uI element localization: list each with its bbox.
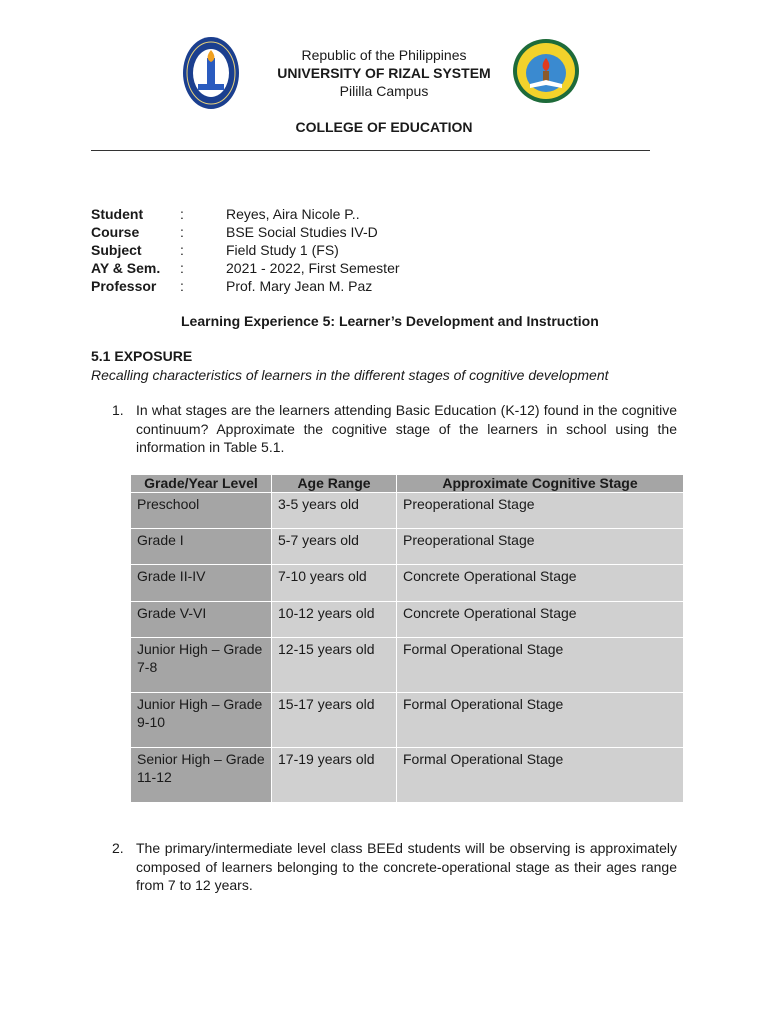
info-colon: : [180,260,184,276]
question-text: In what stages are the learners attending Basic Education (K-12) found in the cognitive continuum? Approximate the cognitive stage of the learners in school using the information in Table 5.1. [136,402,677,455]
table-cell: Formal Operational Stage [397,638,684,693]
column-header: Age Range [272,475,397,493]
info-label: Student [91,206,144,222]
table-cell: Preoperational Stage [397,529,684,565]
table-row [131,565,684,602]
info-label: AY & Sem. [91,260,161,276]
info-value: Field Study 1 (FS) [226,242,339,258]
table-cell: Preschool [131,493,272,529]
section-heading: 5.1 EXPOSURE [91,348,193,364]
table-cell: Grade I [131,529,272,565]
table-cell: Senior High – Grade 11-12 [131,748,272,803]
table-cell: Grade II-IV [131,565,272,602]
table-cell: Grade V-VI [131,602,272,638]
info-colon: : [180,242,184,258]
university-seal-logo [182,36,240,110]
table-cell: 3-5 years old [272,493,397,529]
info-label: Subject [91,242,142,258]
table-cell: Formal Operational Stage [397,693,684,748]
question-text: The primary/intermediate level class BEEd students will be observing is approximately composed of learners belonging to the concrete-operational stage as their ages range from 7 to 12 years. [136,840,677,893]
table-cell: 12-15 years old [272,638,397,693]
question-2 [112,839,677,895]
section-subtitle: Recalling characteristics of learners in the different stages of cognitive development [91,367,609,383]
info-label: Professor [91,278,157,294]
table-row [131,748,684,803]
question-1 [112,401,677,457]
question-number: 1. [112,402,124,418]
info-value: 2021 - 2022, First Semester [226,260,400,276]
table-cell: Concrete Operational Stage [397,602,684,638]
table-cell: Concrete Operational Stage [397,565,684,602]
header-divider [91,150,650,151]
table-row [131,693,684,748]
college-name: COLLEGE OF EDUCATION [295,119,473,135]
university-name: UNIVERSITY OF RIZAL SYSTEM [277,65,491,81]
table-cell: 17-19 years old [272,748,397,803]
table-row [131,493,684,529]
column-header: Approximate Cognitive Stage [397,475,684,493]
cognitive-stage-table [130,474,684,803]
table-row [131,638,684,693]
table-cell: Junior High – Grade 9-10 [131,693,272,748]
info-colon: : [180,206,184,222]
republic-line: Republic of the Philippines [301,47,467,63]
info-colon: : [180,224,184,240]
table-cell: Formal Operational Stage [397,748,684,803]
table-cell: 10-12 years old [272,602,397,638]
table-cell: Preoperational Stage [397,493,684,529]
table-cell: Junior High – Grade 7-8 [131,638,272,693]
info-value: Prof. Mary Jean M. Paz [226,278,373,294]
table-cell: 7-10 years old [272,565,397,602]
table-cell: 5-7 years old [272,529,397,565]
campus-name: Pililla Campus [339,83,429,99]
info-value: Reyes, Aira Nicole P.. [226,206,360,222]
table-header-row [131,475,684,493]
table-row [131,529,684,565]
info-label: Course [91,224,140,240]
info-value: BSE Social Studies IV-D [226,224,378,240]
table-row [131,602,684,638]
column-header: Grade/Year Level [131,475,272,493]
learning-experience-title: Learning Experience 5: Learner’s Development and Instruction [181,313,599,329]
question-number: 2. [112,840,124,856]
info-colon: : [180,278,184,294]
table-cell: 15-17 years old [272,693,397,748]
